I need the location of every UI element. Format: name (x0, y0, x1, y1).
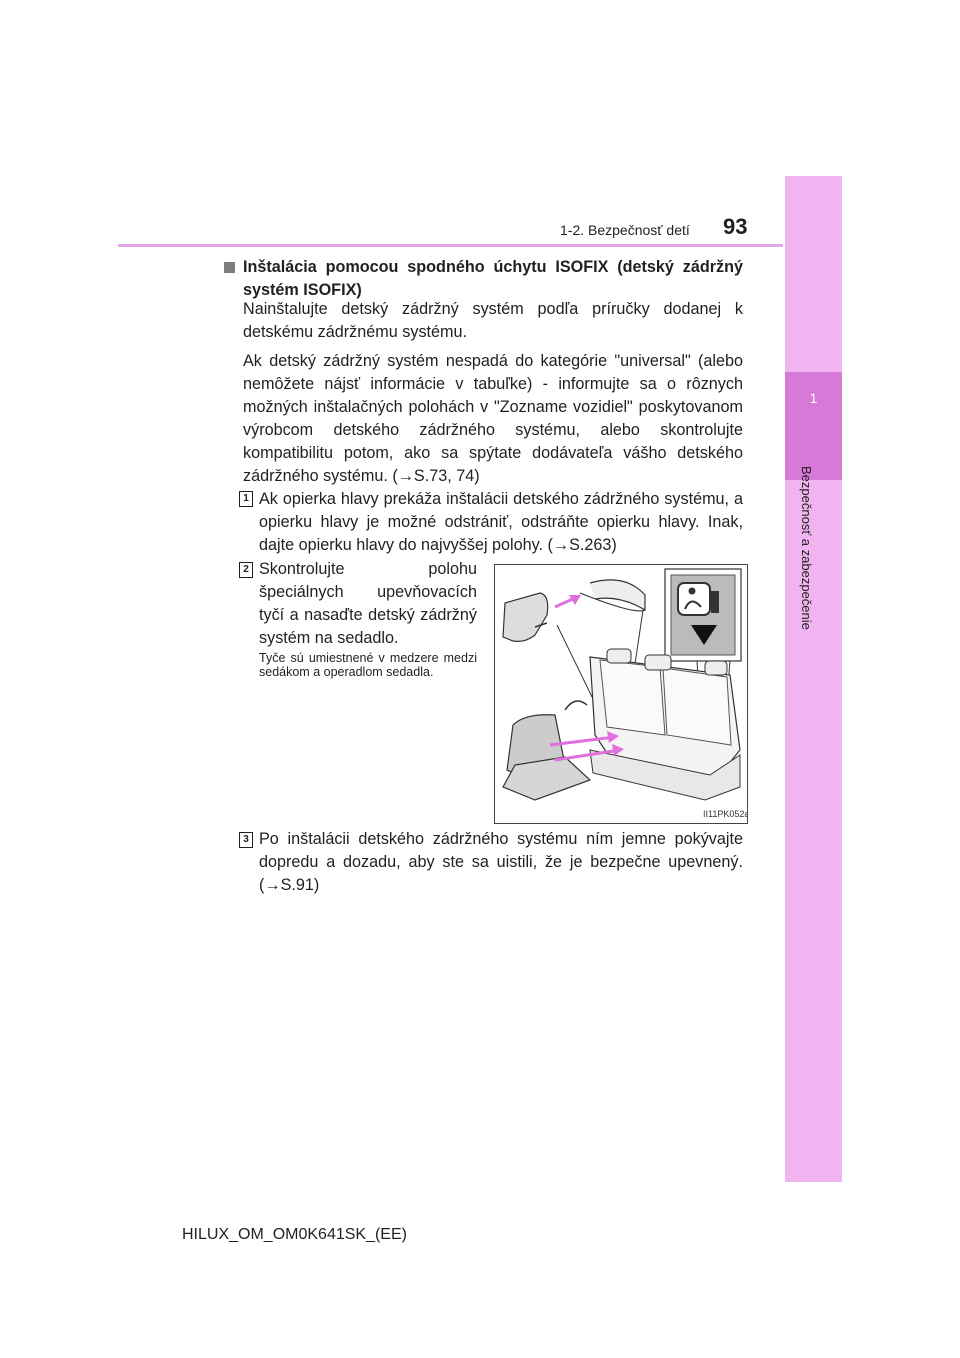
chapter-marker (785, 372, 842, 480)
isofix-illustration (495, 565, 747, 823)
section-title: 1-2. Bezpečnosť detí (560, 222, 690, 238)
chapter-number: 1 (809, 390, 818, 406)
step-1-badge: 1 (239, 491, 253, 507)
section-heading: Inštalácia pomocou spodného úchytu ISOFIX (detský zádržný systém ISOFIX) (243, 258, 743, 299)
step-3-badge: 3 (239, 832, 253, 848)
page-number: 93 (723, 214, 748, 239)
document-code: HILUX_OM_OM0K641SK_(EE) (182, 1226, 407, 1243)
isofix-figure (494, 564, 748, 824)
step-1-text: Ak opierka hlavy prekáža inštalácii detského zádržného systému, a opierku hlavy je možné odstrániť, odstráňte opierku hlavy. Inak, dajte opierku hlavy do najvyššej polohy. (→S.263) (259, 490, 743, 554)
paragraph-install-guide: Nainštalujte detský zádržný systém podľa príručky dodanej k detskému zádržnému systému. (243, 300, 743, 341)
heading-bullet-icon (224, 262, 235, 273)
paragraph-compatibility: Ak detský zádržný systém nespadá do kategórie "universal" (alebo nemôžete nájsť informácie v tabuľke) - informujte sa o rôznych možných inštalačných polohách v "Zozname vozidiel" poskytovanom výrobcom detského zádržného systému, alebo skontrolujte kompatibilitu potom, ako sa spýtate dodávateľa vášho detského zádržného systému. (→S.73, 74) (243, 352, 743, 485)
chapter-side-tab (785, 176, 842, 1182)
step-2-text: Skontrolujte polohu špeciálnych upevňovacích tyčí a nasaďte detský zádržný systém na sedadlo. (259, 560, 477, 647)
step-2-badge: 2 (239, 562, 253, 578)
chapter-title: Bezpečnosť a zabezpečenie (799, 466, 814, 630)
chapter-title-vertical (800, 466, 830, 646)
step-2-note: Tyče sú umiestnené v medzere medzi sedákom a operadlom sedadla. (259, 651, 477, 679)
step-3-text: Po inštalácii detského zádržného systému ním jemne pokývajte dopredu a dozadu, aby ste sa uistili, že je bezpečne upevnený. (→S.91) (259, 830, 743, 894)
header-rule (118, 244, 783, 247)
figure-code: II11PK052a (703, 809, 747, 819)
